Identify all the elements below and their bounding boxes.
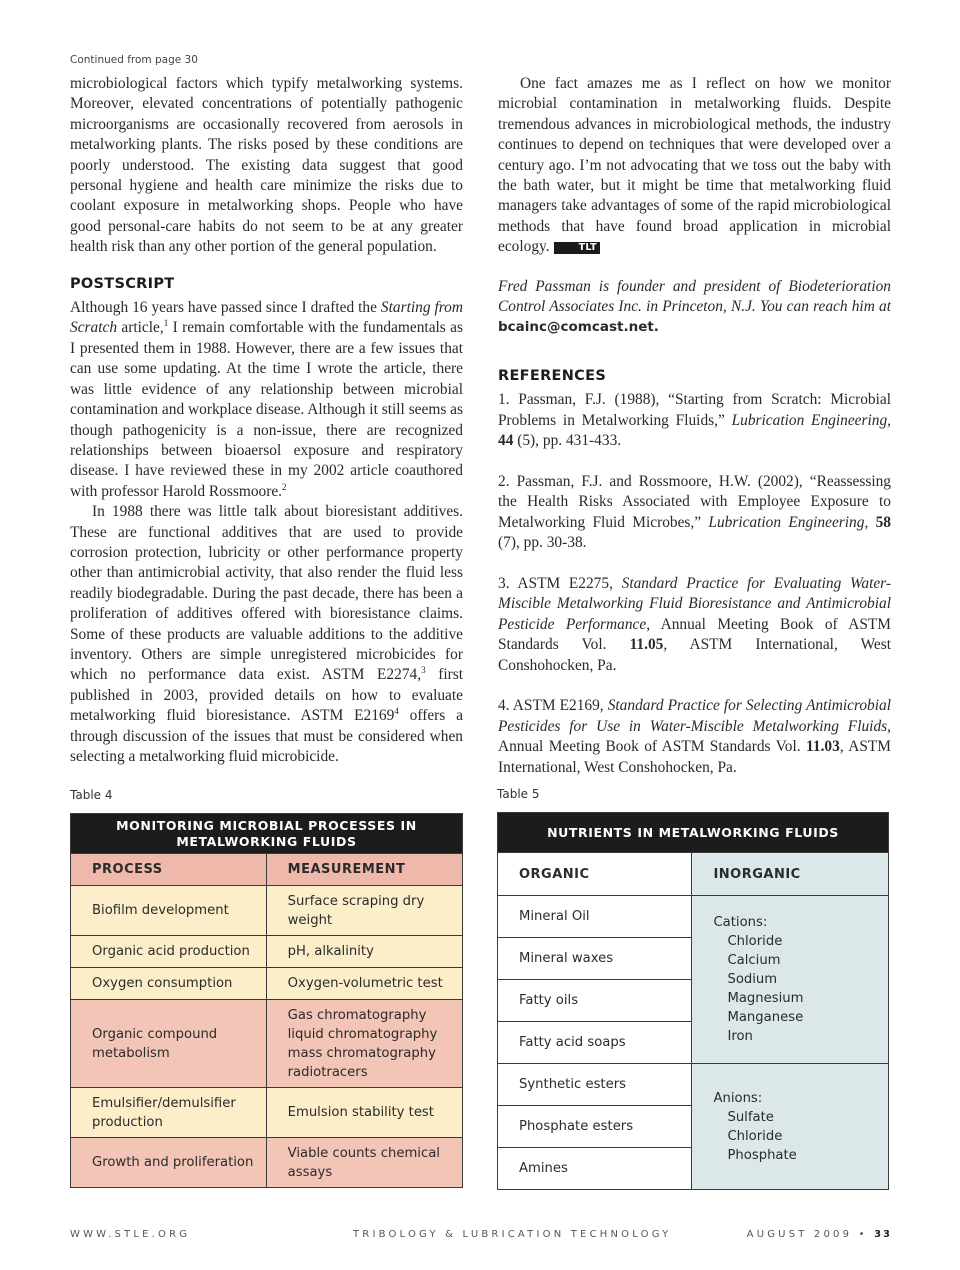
footer-website: WWW.STLE.ORG — [70, 1229, 191, 1240]
reference-item: 4. ASTM E2169, Standard Practice for Selecting Antimicrobial Pesticides for Use in Water-Miscible Metalworking Fluids, Annual Meeting Book of ASTM Standards Vol. 11.03, ASTM International, West Conshohocken, Pa. — [498, 697, 891, 776]
table5 — [497, 812, 889, 1190]
postscript-heading: POSTSCRIPT — [70, 275, 175, 292]
table4-row — [71, 1088, 463, 1138]
table4-measurement-cell: Surface scraping dry weight — [266, 886, 462, 936]
table5-organic-cell: Mineral waxes — [498, 938, 692, 980]
table4 — [70, 813, 463, 1188]
table5-header-inorganic: INORGANIC — [692, 853, 889, 896]
table4-row — [71, 1138, 463, 1188]
table5-anions-cell: Anions: Sulfate Chloride Phosphate — [692, 1064, 889, 1190]
table4-measurement-cell: Gas chromatography liquid chromatography mass chromatography radiotracers — [266, 1000, 462, 1088]
table5-organic-cell: Mineral Oil — [498, 896, 692, 938]
table5-organic-cell: Phosphate esters — [498, 1106, 692, 1148]
reference-item: 3. ASTM E2275, Standard Practice for Evaluating Water-Miscible Metalworking Fluid Bioresistance and Antimicrobial Pesticide Performance, Annual Meeting Book of ASTM Standards Vol. 11.05, ASTM International, West Conshohocken, Pa. — [498, 574, 891, 674]
table5-cations-cell: Cations: Chloride Calcium Sodium Magnesium Manganese Iron — [692, 896, 889, 1064]
table4-process-cell: Emulsifier/demulsifier production — [71, 1088, 267, 1138]
table5-organic-cell: Synthetic esters — [498, 1064, 692, 1106]
table4-header-process: PROCESS — [71, 854, 267, 886]
tlt-end-logo: TLT — [554, 242, 600, 254]
table4-measurement-cell: Viable counts chemical assays — [266, 1138, 462, 1188]
table4-title: MONITORING MICROBIAL PROCESSES IN METALWORKING FLUIDS — [71, 814, 463, 854]
author-email-link[interactable]: bcainc@comcast.net. — [498, 319, 659, 336]
table4-process-cell: Organic acid production — [71, 936, 267, 968]
page-number: 33 — [874, 1229, 892, 1240]
table4-row — [71, 1000, 463, 1088]
reference-item: 1. Passman, F.J. (1988), “Starting from Scratch: Microbial Problems in Metalworking Fluids,” Lubrication Engineering, 44 (5), pp. 431-433. — [498, 391, 891, 450]
table4-measurement-cell: pH, alkalinity — [266, 936, 462, 968]
table5-title: NUTRIENTS IN METALWORKING FLUIDS — [498, 813, 889, 853]
continued-note: Continued from page 30 — [70, 54, 198, 66]
table4-caption: Table 4 — [70, 788, 113, 802]
left-column — [70, 74, 463, 767]
author-bio: Fred Passman is founder and president of Biodeterioration Control Associates Inc. in Princeton, N.J. You can reach him at bcainc@comcast.net. — [498, 277, 891, 336]
table4-row — [71, 968, 463, 1000]
postscript-paragraph-1: Although 16 years have passed since I drafted the Starting from Scratch article,$^1$ I remain comfortable with the fundamentals as I presented them in 1988. However, there are a few issues that can use some updating. At the time I wrote the article, there was little evidence of any relationship between microbial contamination and workplace disease. Although it still seems as though pathogenicity is a non-issue, there are recognized relationships between bioaersol exposure and respiratory disease. I have reviewed these in my 2002 article coauthored with professor Harold Rossmoore.$^2$ — [70, 299, 463, 500]
table4-measurement-cell: Oxygen-volumetric test — [266, 968, 462, 1000]
intro-paragraph: microbiological factors which typify metalworking systems. Moreover, elevated concentrations of potentially pathogenic microorganisms are occasionally recovered from aerosols in metalworking plants. The risks posed by these conditions are poorly understood. The existing data suggest that good personal hygiene and health care minimize the risks due to coolant exposure in metalworking shops. People who have good personal-care habits do not seem to be at any greater health risk than any other portion of the general population. — [70, 75, 463, 256]
table4-process-cell: Growth and proliferation — [71, 1138, 267, 1188]
table4-row — [71, 886, 463, 936]
table5-caption: Table 5 — [497, 787, 540, 801]
footer-date-page: AUGUST 2009 • 33 — [746, 1229, 892, 1240]
reference-item: 2. Passman, F.J. and Rossmoore, H.W. (2002), “Reassessing the Health Risks Associated with Employee Exposure to Metalworking Fluid Microbes,” Lubrication Engineering, 58 (7), pp. 30-38. — [498, 472, 891, 552]
table4-process-cell: Biofilm development — [71, 886, 267, 936]
table5-row — [498, 896, 889, 938]
table5-header-organic: ORGANIC — [498, 853, 692, 896]
references-heading: REFERENCES — [498, 367, 607, 384]
closing-paragraph: One fact amazes me as I reflect on how we monitor microbial contamination in metalworking fluids. Despite tremendous advances in microbiological methods, the industry continues to depend on techniques that were developed over a century ago. I’m not advocating that we toss out the baby with the bath water, but it might be time that metalworking fluid managers take advantages of some of the rapid microbiological methods that have found broad application in microbial ecology. TLT — [498, 75, 891, 256]
table5-row — [498, 1064, 889, 1106]
table5-organic-cell: Amines — [498, 1148, 692, 1190]
right-column — [498, 74, 891, 798]
table4-header-measurement: MEASUREMENT — [266, 854, 462, 886]
table4-measurement-cell: Emulsion stability test — [266, 1088, 462, 1138]
table4-process-cell: Oxygen consumption — [71, 968, 267, 1000]
table4-process-cell: Organic compound metabolism — [71, 1000, 267, 1088]
table5-organic-cell: Fatty acid soaps — [498, 1022, 692, 1064]
postscript-paragraph-2: In 1988 there was little talk about bioresistant additives. These are functional additives that are used to provide corrosion protection, lubricity or other performance property other than antimicrobial activity, that also render the fluid less readily biodegradable. During the past decade, there has been a proliferation of additives offered with bioresistance claims. Some of these products are valuable additions to the additive inventory. Others are simple unregistered microbicides for which no performance data exist. ASTM E2274,$^3$ first published in 2003, provided details on how to evaluate metalworking fluid bioresistance. ASTM E2169$^4$ offers a through discussion of the issues that must be considered when selecting a metalworking fluid microbicide. — [70, 503, 464, 765]
table4-row — [71, 936, 463, 968]
references-list — [498, 390, 891, 778]
table5-organic-cell: Fatty oils — [498, 980, 692, 1022]
footer-magazine: TRIBOLOGY & LUBRICATION TECHNOLOGY — [353, 1229, 672, 1240]
